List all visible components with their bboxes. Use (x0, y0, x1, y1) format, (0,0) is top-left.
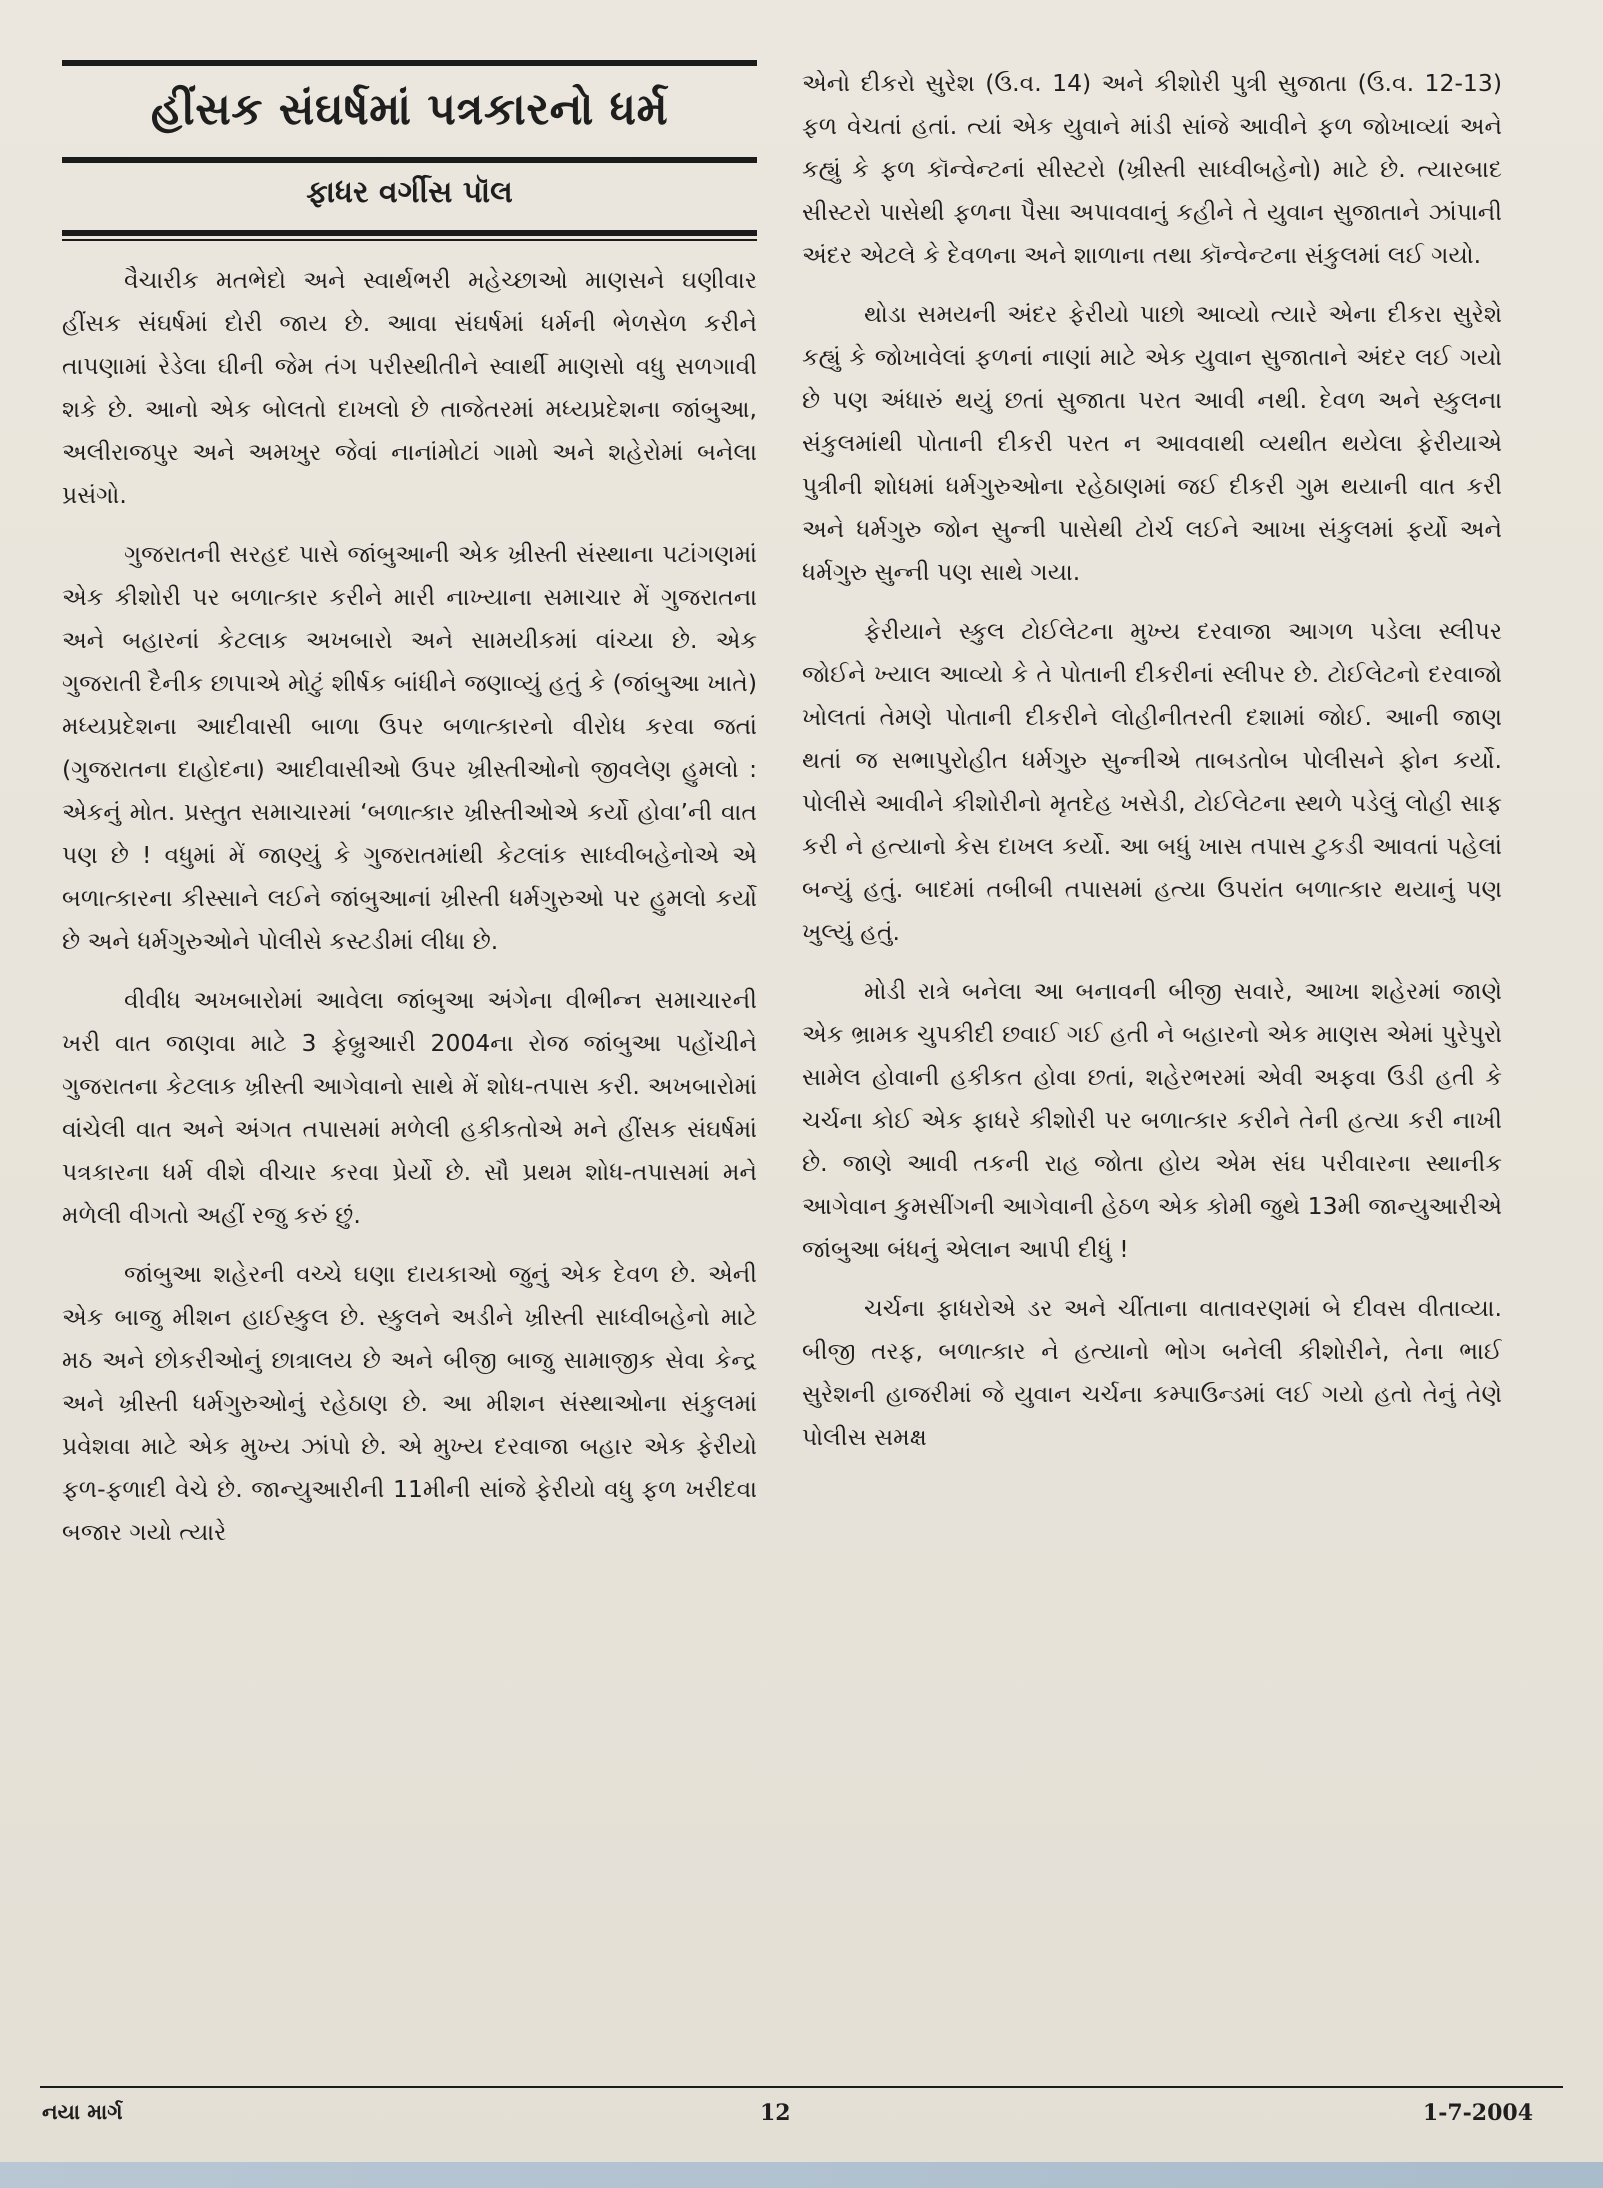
article-author: ફાધર વર્ગીસ પૉલ (306, 174, 513, 210)
body-paragraph: ફેરીયાને સ્કુલ ટોઈલેટના મુખ્ય દરવાજા આગળ પડેલા સ્લીપર જોઈને ખ્યાલ આવ્યો કે તે પોતાની દીકરીનાં સ્લીપર છે. ટોઈલેટનો દરવાજો ખોલતાં તેમણે પોતાની દીકરીને લોહીનીતરતી દશામાં જોઈ. આની જાણ થતાં જ સભાપુરોહીત ધર્મગુરુ સુન્નીએ તાબડતોબ પોલીસને ફોન કર્યો. પોલીસે આવીને કીશોરીનો મૃતદેહ ખસેડી, ટોઈલેટના સ્થળે પડેલું લોહી સાફ કરી ને હત્યાનો કેસ દાખલ કર્યો. આ બધું ખાસ તપાસ ટુકડી આવતાં પહેલાં બન્યું હતું. બાદમાં તબીબી તપાસમાં હત્યા ઉપરાંત બળાત્કાર થયાનું પણ ખુલ્યું હતું. (802, 617, 1502, 946)
title-bottom-rule (62, 157, 757, 163)
issue-date: 1-7-2004 (1422, 2100, 1533, 2126)
body-paragraph: થોડા સમયની અંદર ફેરીયો પાછો આવ્યો ત્યારે એના દીકરા સુરેશે કહ્યું કે જોખાવેલાં ફળનાં નાણાં માટે એક યુવાન સુજાતાને અંદર લઈ ગયો છે પણ અંધારું થયું છતાં સુજાતા પરત આવી નથી. દેવળ અને સ્કુલના સંકુલમાંથી પોતાની દીકરી પરત ન આવવાથી વ્યથીત થયેલા ફેરીયાએ પુત્રીની શોધમાં ધર્મગુરુઓના રહેઠાણમાં જઈ દીકરી ગુમ થયાની વાત કરી અને ધર્મગુરુ જોન સુન્ની પાસેથી ટોર્ચ લઈને આખા સંકુલમાં ફર્યો અને ધર્મગુરુ સુન્ની પણ સાથે ગયા. (802, 300, 1502, 586)
body-paragraph: એનો દીકરો સુરેશ (ઉ.વ. 14) અને કીશોરી પુત્રી સુજાતા (ઉ.વ. 12-13) ફળ વેચતાં હતાં. ત્યાં એક યુવાને માંડી સાંજે આવીને ફળ જોખાવ્યાં અને કહ્યું કે ફળ કૉન્વેન્ટનાં સીસ્ટરો (ખ્રીસ્તી સાધ્વીબહેનો) માટે છે. ત્યારબાદ સીસ્ટરો પાસેથી ફળના પૈસા અપાવવાનું કહીને તે યુવાન સુજાતાને ઝાંપાની અંદર એટલે કે દેવળના અને શાળાના તથા કૉન્વેન્ટના સંકુલમાં લઈ ગયો. (802, 69, 1502, 269)
right-column (802, 62, 1502, 2080)
body-paragraph: ચર્ચના ફાધરોએ ડર અને ચીંતાના વાતાવરણમાં બે દીવસ વીતાવ્યા. બીજી તરફ, બળાત્કાર ને હત્યાનો ભોગ બનેલી કીશોરીને, તેના ભાઈ સુરેશની હાજરીમાં જે યુવાન ચર્ચના કમ્પાઉન્ડમાં લઈ ગયો હતો તેનું તેણે પોલીસ સમક્ષ (802, 1294, 1502, 1451)
body-paragraph: વીવીધ અખબારોમાં આવેલા જાંબુઆ અંગેના વીભીન્ન સમાચારની ખરી વાત જાણવા માટે 3 ફેબ્રુઆરી 2004ના રોજ જાંબુઆ પહોંચીને ગુજરાતના કેટલાક ખ્રીસ્તી આગેવાનો સાથે મેં શોધ-તપાસ કરી. અખબારોમાં વાંચેલી વાત અને અંગત તપાસમાં મળેલી હકીકતોએ મને હીંસક સંઘર્ષમાં પત્રકારના ધર્મ વીશે વીચાર કરવા પ્રેર્યો છે. સૌ પ્રથમ શોધ-તપાસમાં મને મળેલી વીગતો અહીં રજુ કરું છું. (62, 985, 757, 1229)
body-paragraph: જાંબુઆ શહેરની વચ્ચે ઘણા દાયકાઓ જુનું એક દેવળ છે. એની એક બાજુ મીશન હાઈસ્કુલ છે. સ્કુલને અડીને ખ્રીસ્તી સાધ્વીબહેનો માટે મઠ અને છોકરીઓનું છાત્રાલય છે અને બીજી બાજુ સામાજીક સેવા કેન્દ્ર અને ખ્રીસ્તી ધર્મગુરુઓનું રહેઠાણ છે. આ મીશન સંસ્થાઓના સંકુલમાં પ્રવેશવા માટે એક મુખ્ય ઝાંપો છે. એ મુખ્ય દરવાજા બહાર એક ફેરીયો ફળ-ફળાદી વેચે છે. જાન્યુઆરીની 11મીની સાંજે ફેરીયો વધુ ફળ ખરીદવા બજાર ગયો ત્યારે (62, 1259, 757, 1546)
body-paragraph: મોડી રાત્રે બનેલા આ બનાવની બીજી સવારે, આખા શહેરમાં જાણે એક ભ્રામક ચુપકીદી છવાઈ ગઈ હતી ને બહારનો એક માણસ એમાં પુરેપુરો સામેલ હોવાની હકીકત હોવા છતાં, શહેરભરમાં એવી અફવા ઉડી હતી કે ચર્ચના કોઈ એક ફાધરે કીશોરી પર બળાત્કાર કરીને તેની હત્યા કરી નાખી છે. જાણે આવી તકની રાહ જોતા હોય એમ સંઘ પરીવારના સ્થાનીક આગેવાન કુમસીંગની આગેવાની હેઠળ એક કોમી જુથે 13મી જાન્યુઆરીએ જાંબુઆ બંધનું એલાન આપી દીધું ! (802, 977, 1502, 1263)
page-footer (40, 2086, 1563, 2136)
author-bottom-thin-rule (62, 239, 757, 241)
article-title: હીંસક સંઘર્ષમાં પત્રકારનો ધર્મ (150, 84, 669, 135)
left-column (62, 60, 757, 2078)
body-paragraph: ગુજરાતની સરહદ પાસે જાંબુઆની એક ખ્રીસ્તી સંસ્થાના પટાંગણમાં એક કીશોરી પર બળાત્કાર કરીને મારી નાખ્યાના સમાચાર મેં ગુજરાતના અને બહારનાં કેટલાક અખબારો અને સામયીકમાં વાંચ્યા છે. એક ગુજરાતી દૈનીક છાપાએ મોટું શીર્ષક બાંધીને જણાવ્યું હતું કે (જાંબુઆ ખાતે) મધ્યપ્રદેશના આદીવાસી બાળા ઉપર બળાત્કારનો વીરોધ કરવા જતાં (ગુજરાતના દાહોદના) આદીવાસીઓ ઉપર ખ્રીસ્તીઓનો જીવલેણ હુમલો : એકનું મોત. પ્રસ્તુત સમાચારમાં ‘બળાત્કાર ખ્રીસ્તીઓએ કર્યો હોવા’ની વાત પણ છે ! વધુમાં મેં જાણ્યું કે ગુજરાતમાંથી કેટલાંક સાધ્વીબહેનોએ એ બળાત્કારના કીસ્સાને લઈને જાંબુઆનાં ખ્રીસ્તી ધર્મગુરુઓ પર હુમલો કર્યો છે અને ધર્મગુરુઓને પોલીસે કસ્ટડીમાં લીધા છે. (62, 539, 757, 955)
scan-edge-strip (0, 2162, 1603, 2188)
body-paragraph: વૈચારીક મતભેદો અને સ્વાર્થભરી મહેચ્છાઓ માણસને ઘણીવાર હીંસક સંઘર્ષમાં દોરી જાય છે. આવા સંઘર્ષમાં ધર્મની ભેળસેળ કરીને તાપણામાં રેડેલા ઘીની જેમ તંગ પરીસ્થીતીને સ્વાર્થી માણસો વધુ સળગાવી શકે છે. આનો એક બોલતો દાખલો છે તાજેતરમાં મધ્યપ્રદેશના જાંબુઆ, અલીરાજપુર અને અમખુર જેવાં નાનાંમોટાં ગામો અને શહેરોમાં બનેલા પ્રસંગો. (62, 265, 757, 509)
footer-rule (40, 2086, 1563, 2088)
publication-name: નયા માર્ગ (42, 2100, 123, 2124)
title-top-rule (62, 60, 757, 66)
page-number: 12 (760, 2100, 791, 2126)
